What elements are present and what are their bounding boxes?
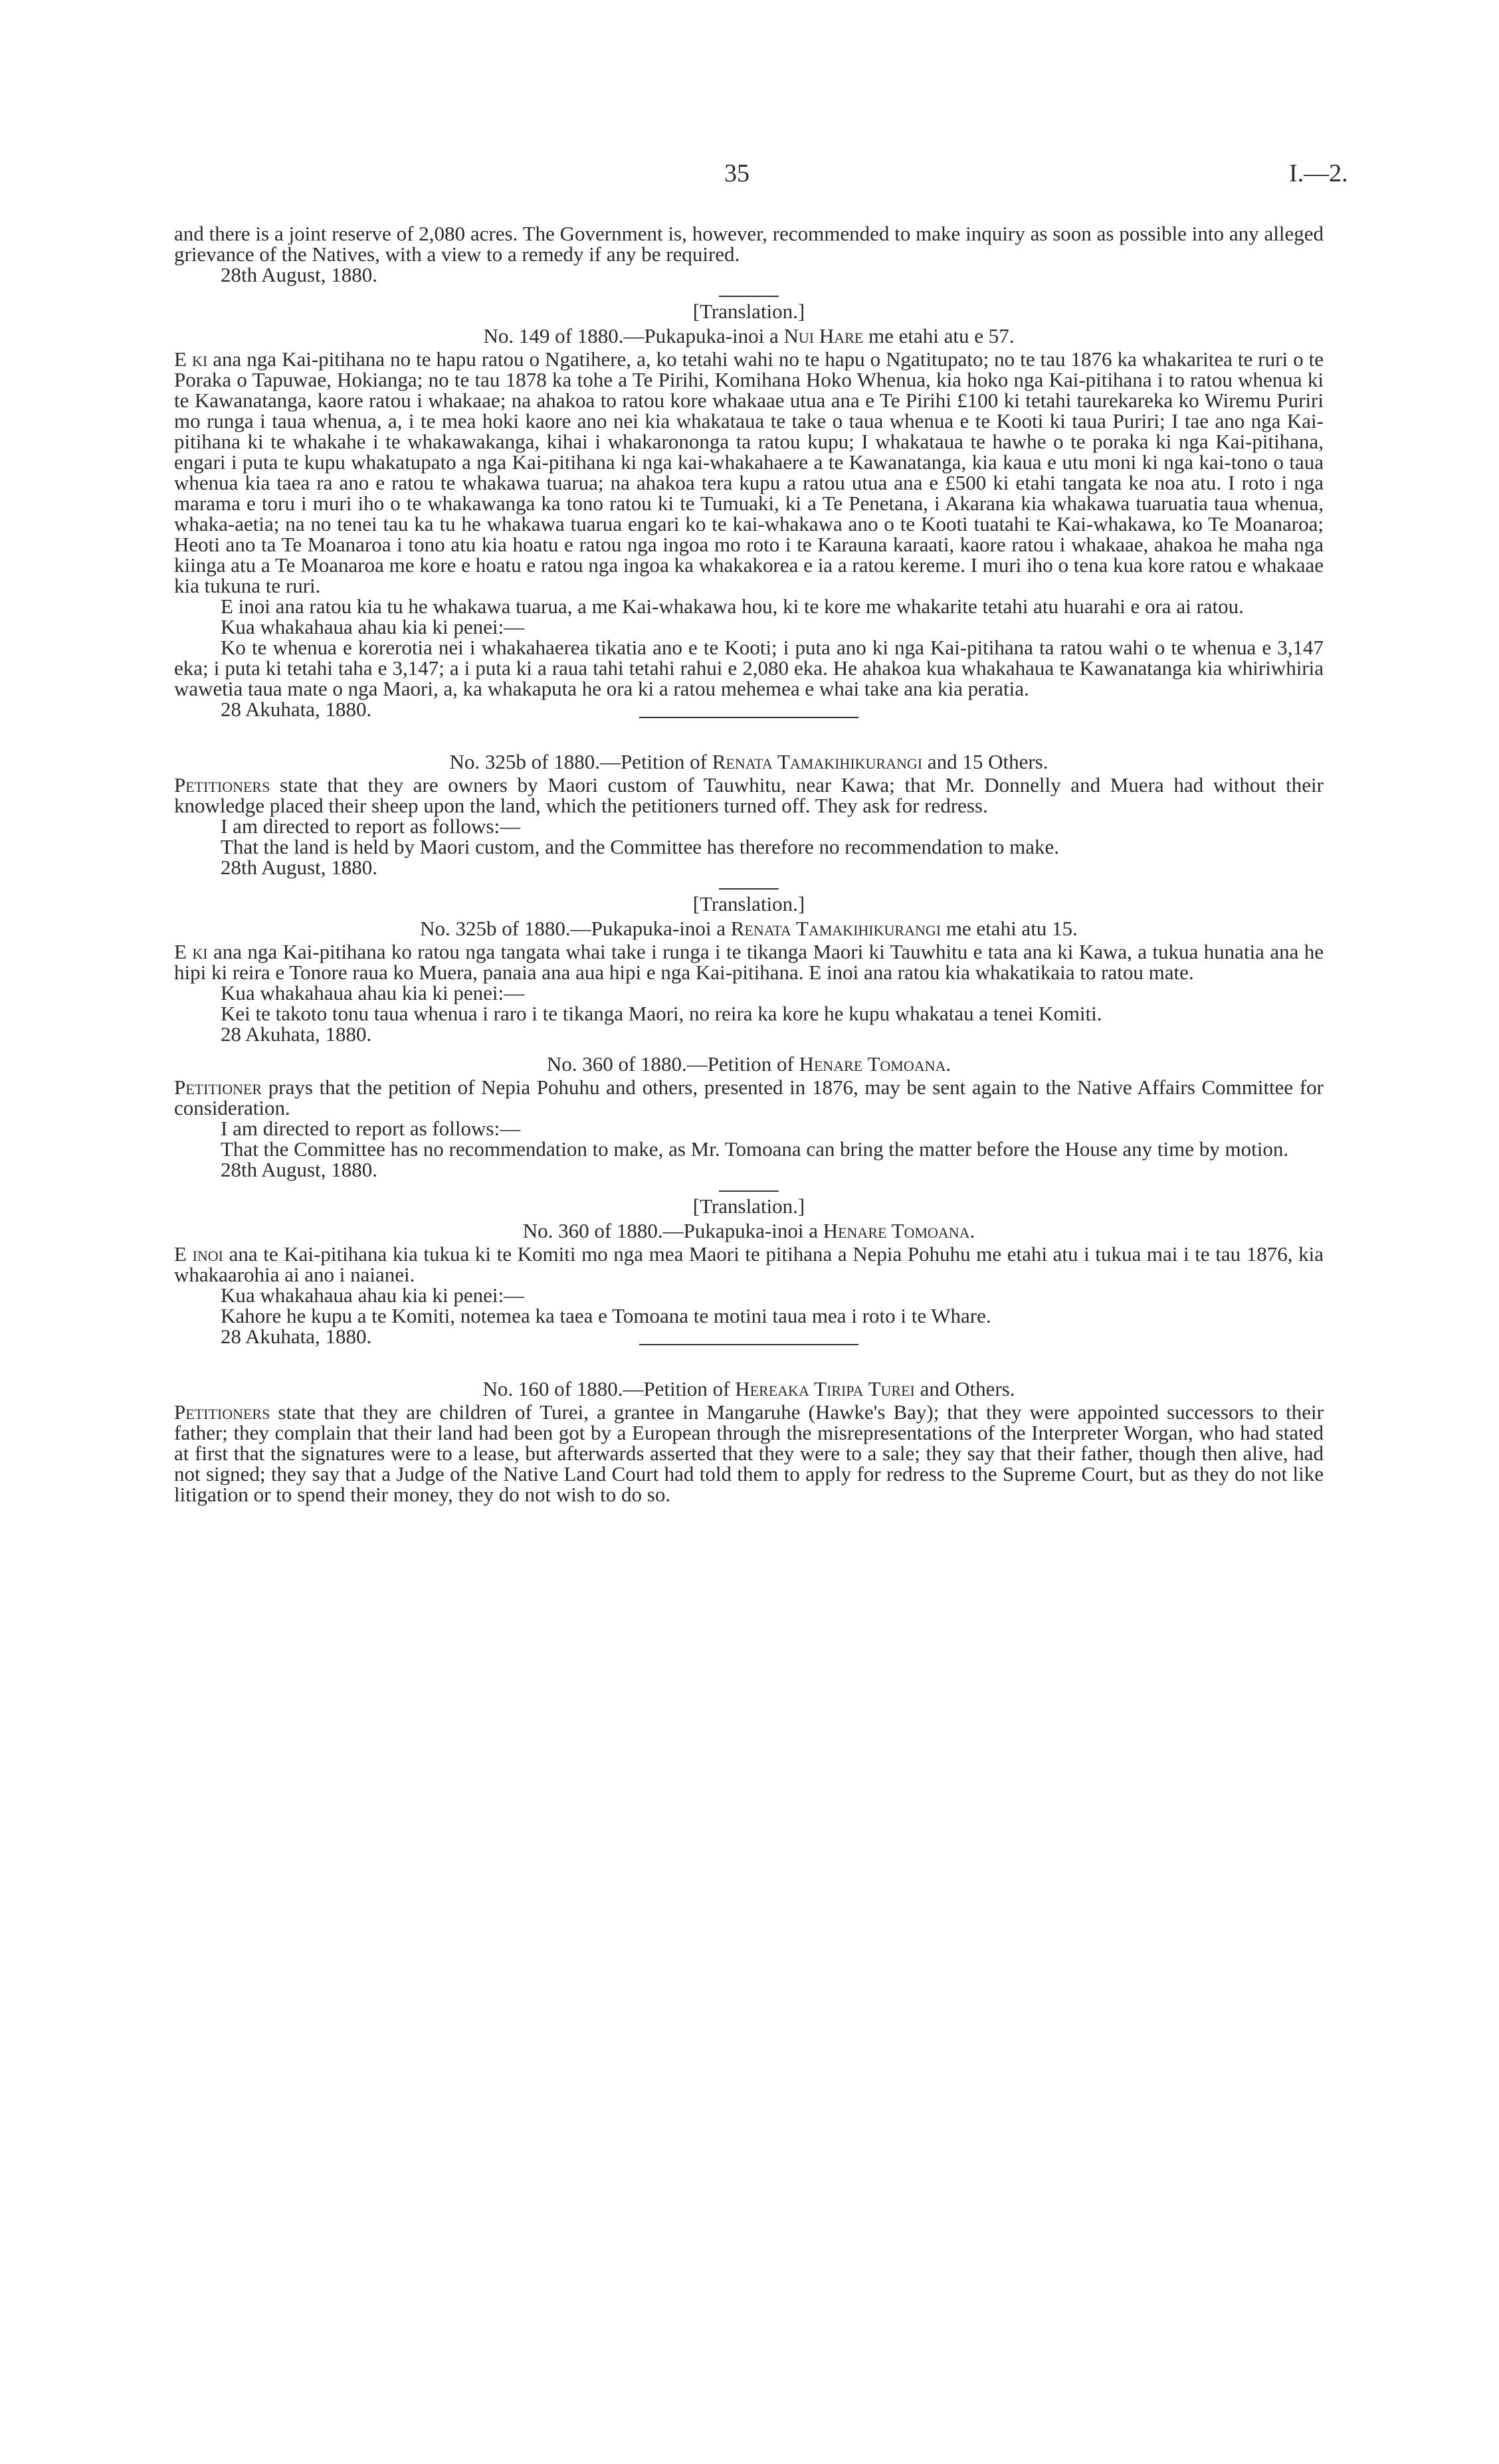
report-date: 28 Akuhata, 1880. <box>221 1022 372 1046</box>
petitioner-name: Renata Tamakihikurangi <box>712 750 923 773</box>
report-date: 28 Akuhata, 1880. <box>221 1325 372 1348</box>
petitioner-name: Henare Tomoana <box>823 1219 970 1242</box>
report-directive: Kua whakahaua ahau kia ki penei:— <box>221 1283 525 1307</box>
translation-label: [Translation.] <box>692 300 805 323</box>
report-finding: Kahore he kupu a te Komiti, notemea ka taea e Tomoana te motini taua mea i roto i te Whare. <box>221 1304 991 1327</box>
petition-body: Petitioners state that they are owners by Maori custom of Tauwhitu, near Kawa; that Mr. Donnelly and Muera had without their knowledge placed their sheep upon the land, which the petitioners turned off. They ask for redress. <box>174 773 1324 817</box>
report-directive: Kua whakahaua ahau kia ki penei:— <box>221 615 525 638</box>
document-reference: I.—2. <box>1289 159 1348 187</box>
petition-body: E inoi ana te Kai-pitihana kia tukua ki te Komiti mo nga mea Maori te pitihana a Nepia Pohuhu me etahi atu i tukua mai i te tau 1876, kia whakaarohia ai ano i naianei. <box>174 1242 1324 1286</box>
report-finding: Ko te whenua e korerotia nei i whakahaerea tikatia ano e te Kooti; i puta ano ki nga Kai-pitihana ta ratou wahi o te whenua e 3,147 eka; i puta ki tetahi taha e 3,147; a i puta ki a raua tahi tetahi rahui e 2,080 eka. He ahakoa kua whakahaua te Kawanatanga kia whiriwhiria wawetia taua mate o nga Maori, a, ka whakaputa he ora ki a ratou mehemea e whai take ana kia peratia. <box>174 636 1324 700</box>
report-date: 28th August, 1880. <box>221 1158 377 1181</box>
petitioner-name: Nui Hare <box>783 324 864 347</box>
section-divider <box>719 1190 779 1192</box>
page-header <box>0 159 1499 190</box>
intro-date: 28th August, 1880. <box>221 263 377 286</box>
petition-body: Petitioner prays that the petition of Nepia Pohuhu and others, presented in 1876, may be sent again to the Native Affairs Committee for consideration. <box>174 1076 1324 1119</box>
report-finding: That the Committee has no recommendation to make, as Mr. Tomoana can bring the matter before the House any time by motion. <box>221 1137 1289 1161</box>
petitioner-name: Hereaka Tiripa Turei <box>735 1377 915 1400</box>
petition-heading: No. 149 of 1880.—Pukapuka-inoi a Nui Hare me etahi atu e 57. <box>483 324 1015 347</box>
report-date: 28th August, 1880. <box>221 856 377 879</box>
report-directive: I am directed to report as follows:— <box>221 1117 521 1140</box>
page-number: 35 <box>724 159 750 187</box>
petition-heading: No. 160 of 1880.—Petition of Hereaka Tiripa Turei and Others. <box>482 1377 1015 1400</box>
section-divider <box>719 296 779 297</box>
report-date: 28 Akuhata, 1880. <box>221 698 372 721</box>
report-finding: Kei te takoto tonu taua whenua i raro i te tikanga Maori, no reira ka kore he kupu whakatau a tenei Komiti. <box>221 1002 1102 1025</box>
report-finding: That the land is held by Maori custom, and the Committee has therefore no recommendation to make. <box>221 835 1060 858</box>
report-directive: Kua whakahaua ahau kia ki penei:— <box>221 981 525 1004</box>
translation-label: [Translation.] <box>692 1194 805 1218</box>
translation-label: [Translation.] <box>692 892 805 915</box>
petition-heading: No. 360 of 1880.—Pukapuka-inoi a Henare Tomoana. <box>522 1219 975 1242</box>
petition-heading: No. 360 of 1880.—Petition of Henare Tomoana. <box>546 1052 951 1076</box>
petition-body: E ki ana nga Kai-pitihana ko ratou nga tangata whai take i runga i te tikanga Maori ki Tauwhitu e tata ana ki Kawa, a tukua hunatia ana he hipi ki reira e Tonore raua ko Muera, panaia ana aua hipi e nga Kai-pitihana. E inoi ana ratou kia whakatikaia to ratou mate. <box>174 940 1324 984</box>
intro-paragraph: and there is a joint reserve of 2,080 acres. The Government is, however, recommended to make inquiry as soon as possible into any alleged grievance of the Natives, with a view to a remedy if any be required. <box>174 222 1324 266</box>
petition-request: E inoi ana ratou kia tu he whakawa tuarua, a me Kai-whakawa hou, ki te kore me whakarite tetahi atu huarahi e ora ai ratou. <box>221 595 1244 618</box>
section-divider <box>639 1344 858 1345</box>
petition-heading: No. 325b of 1880.—Pukapuka-inoi a Renata Tamakihikurangi me etahi atu 15. <box>420 917 1078 940</box>
report-directive: I am directed to report as follows:— <box>221 814 521 838</box>
petitioner-name: Renata Tamakihikurangi <box>730 917 942 940</box>
section-divider <box>719 888 779 890</box>
petitioner-name: Henare Tomoana <box>799 1052 946 1076</box>
page-body <box>174 223 1324 1505</box>
petition-heading: No. 325b of 1880.—Petition of Renata Tamakihikurangi and 15 Others. <box>449 750 1049 773</box>
petition-body: Petitioners state that they are children of Turei, a grantee in Mangaruhe (Hawke's Bay); that they were appointed successors to their father; they complain that their land had been got by a European through the misrepresentations of the Interpreter Worgan, who had stated at first that the signatures were to a lease, but afterwards asserted that they were to a sale; they say that their father, though then alive, had not signed; they say that a Judge of the Native Land Court had told them to apply for redress to the Supreme Court, but as they do not like litigation or to spend their money, they do not wish to do so. <box>174 1400 1324 1506</box>
petition-body: E ki ana nga Kai-pitihana no te hapu ratou o Ngatihere, a, ko tetahi wahi no te hapu o Ngatitupato; no te tau 1876 ka whakaritea te ruri o te Poraka o Tapuwae, Hokianga; no te tau 1878 ka tohe a Te Pirihi, Komihana Hoko Whenua, kia hoko nga Kai-pitihana i to ratou whenua ki te Kawanatanga, kaore ratou i whakaae; na ahakoa to ratou kore whakaae utua ana e Te Pirihi £100 ki tetahi taurekareka ko Wiremu Puriri mo runga i taua whenua, a, i te mea hoki kaore ano nei kia whakataua te take o taua whenua e te Kooti ki taua Puriri; I tae ano nga Kai-pitihana ki te whakahe i te whakawakanga, kihai i whakaronongа ta ratou kupu; I whakataua te hawhe o te poraka ki nga Kai-pitihana, engari i puta te kupu whakatupato a nga Kai-pitihana ki nga kai-whakahaere a te Kawanatanga, kia kaua e utu moni ki nga kai-tono o taua whenua kia taea ra ano e ratou te whakawa tuarua; na ahakoa tera kupu a ratou utua ana e £500 ki etahi tangata ke noa atu. I roto i nga marama e toru i muri iho o te whakawanga ka tono ratou ki te Tumuaki, ki a Te Penetana, i Akarana kia whakawa tuaruatia taua whenua, whaka-aetia; na no tenei tau ka tu he whakawa tuarua engari ko te kai-whakawa ano o te Kooti tuatahi te Kai-whakawa, ko Te Moanaroa; Heoti ano ta Te Moanaroa i tono atu kia hoatu e ratou nga ingoa mo roto i te Karauna karaati, kaore ratou i whakaae, ahakoa he maha nga kiinga atu a Te Moanaroa me kore e hoatu e ratou nga ingoa ka whakakorea e ia a ratou kereme. I muri iho o tena kua kore ratou e whakaae kia tukuna te ruri. <box>174 347 1324 597</box>
section-divider <box>639 717 858 718</box>
